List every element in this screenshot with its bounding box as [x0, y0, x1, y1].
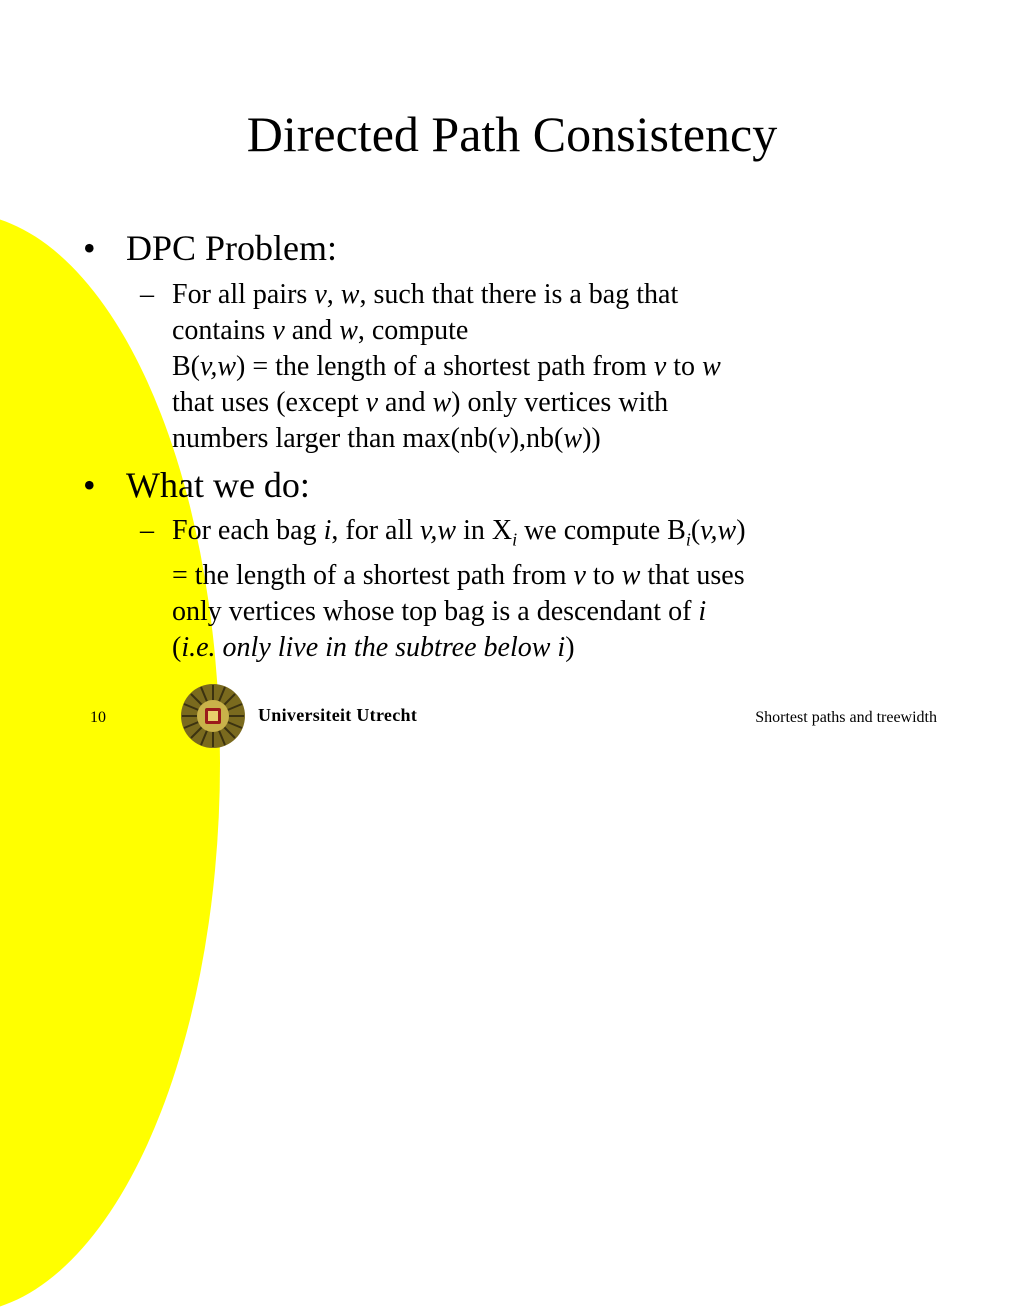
sub-bullet-1-text — [172, 277, 988, 457]
sub-bullet-2-text — [172, 513, 988, 666]
sub-bullet-2-line: (i.e. only live in the subtree below i) — [172, 631, 575, 663]
sub-bullet-1-line: For all pairs v, w, such that there is a bag that — [172, 279, 679, 310]
sub-bullet-2-line: only vertices whose top bag is a descendant of i — [172, 595, 707, 627]
sub-bullet-2-line: For each bag i, for all v,w in $X_i$ we compute $B_i(v,w)$ — [172, 515, 746, 550]
sub-bullet-1-line: contains v and w, compute — [172, 315, 469, 346]
sub-bullet-2 — [128, 513, 988, 666]
university-seal-icon — [180, 683, 246, 749]
sub-bullet-marker: – — [140, 279, 154, 310]
sub-bullet-1-line: numbers larger than max(nb(v),nb(w)) — [172, 423, 601, 454]
bullet-2 — [83, 465, 310, 505]
sub-bullet-1-line: B(v,w) = the length of a shortest path from v to w — [172, 351, 721, 382]
sub-bullet-1 — [128, 277, 988, 457]
bullet-1 — [83, 228, 337, 268]
university-name: Universiteit Utrecht — [258, 705, 418, 725]
footer-title: Shortest paths and treewidth — [755, 709, 937, 726]
sub-bullet-2-line: = the length of a shortest path from v to w that uses — [172, 559, 745, 591]
sub-bullet-1-line: that uses (except v and w) only vertices with — [172, 387, 669, 418]
bullet-marker: • — [83, 465, 96, 505]
slide-title: Directed Path Consistency — [246, 106, 778, 162]
bullet-marker: • — [83, 228, 96, 268]
bullet-2-text: What we do: — [126, 465, 310, 505]
slide-number: 10 — [90, 709, 106, 726]
bullet-1-text: DPC Problem: — [126, 228, 338, 268]
sub-bullet-marker: – — [140, 515, 154, 546]
